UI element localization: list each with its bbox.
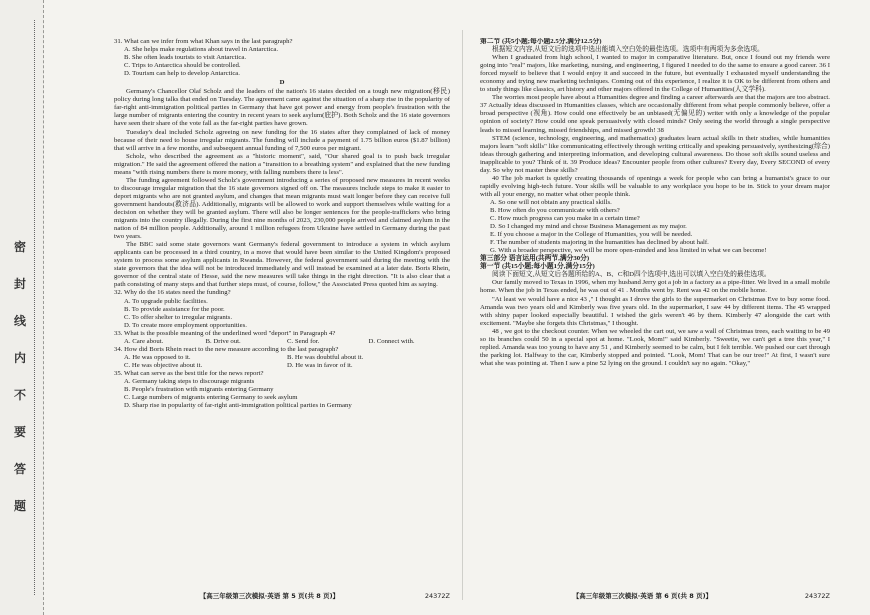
question-stem: 32. Why do the 16 states need the funding? — [114, 289, 231, 297]
answer-option: C. How much progress can you make in a certain time? — [490, 215, 640, 223]
answer-option: B. People's frustration with migrants entering Germany — [124, 386, 274, 394]
passage-paragraph: "At least we would have a nice 43 ," I thought as I drove the girls to the supermarket on Christmas Eve to buy some food. Amanda was two years old and Kimberly was five years old. In the supermarket, I saw 44 by different items. The 45 wrapped with shiny paper looked especially beautiful. I wished the girls weren't 46 by them. Kimberly 47 alongside the cart with excitement. "Maybe she forgets this Christmas," I thought. — [480, 295, 830, 327]
question-stem: 35. What can serve as the best title for the news report? — [114, 369, 264, 377]
section-heading: 第三部分 语言运用(共两节,满分30分) — [480, 255, 590, 263]
answer-option: C. Trips to Antarctica should be controlled. — [124, 62, 241, 70]
passage-paragraph: 48 , we got to the checkout counter. When we wheeled the cart out, we saw a wall of Christmas trees, each waiting to be 49 so its branches could 50 in a special spot at home. "Look, Mom!" said Kimberly. "Sweetie, we can't get a tree this year," I replied. Amanda was too young to have any 51 , and Kimberly seemed to be calm, but I felt terrible. We pushed our cart through the parking lot. Halfway to the car, Kimberly stopped and pointed. "Look, Mom! That can be our tree!" At first, I wasn't sure what she was pointing at. Then I saw a pine 52 lying on the ground. I couldn't say no again. "Okay," — [480, 327, 830, 367]
answer-option: A. She helps make regulations about travel in Antarctica. — [124, 46, 279, 54]
answer-option: D. Tourism can help to develop Antarctica. — [124, 70, 240, 78]
answer-option: G. With a broader perspective, we will be more open-minded and less limited in what we can become! — [490, 247, 767, 255]
seal-char: 线 — [13, 314, 26, 328]
page-footer-5 — [114, 590, 450, 602]
answer-option: C. Send for. — [287, 337, 320, 345]
passage-letter: D — [279, 79, 285, 87]
question-stem: 31. What can we infer from what Khan says in the last paragraph? — [114, 38, 293, 45]
answer-option: C. To offer shelter to irregular migrants. — [124, 313, 232, 321]
seal-char: 答 — [13, 462, 26, 476]
answer-option: D. To create more employment opportunities. — [124, 321, 247, 329]
answer-option: B. To provide assistance for the poor. — [124, 305, 225, 313]
answer-option: A. He was opposed to it. — [124, 353, 191, 361]
answer-option: D. Sharp rise in popularity of far-right anti-immigration political parties in Germany — [124, 402, 352, 410]
seal-char: 封 — [13, 277, 26, 291]
passage-paragraph: Tuesday's deal included Scholz agreeing on new funding for the 16 states after they complained of lack of money because of their need to house irregular migrants. The funding will include a payment of 1.75 billion euros ($1.87 billion) that will arrive in a few months, and subsequent annual funding of 7,500 euros per migrant. — [114, 128, 450, 152]
answer-option: A. To upgrade public facilities. — [124, 297, 208, 305]
answer-option: C. Large numbers of migrants entering Germany to seek asylum — [124, 394, 298, 402]
seal-char: 要 — [13, 425, 26, 439]
page-footer-6 — [480, 590, 830, 602]
page-gutter — [462, 30, 463, 600]
answer-option: D. He was in favor of it. — [287, 361, 353, 369]
answer-options-row — [114, 338, 450, 346]
passage-paragraph: The BBC said some state governors want Germany's federal government to introduce a system in which asylum applicants can be processed in a third country, in a move that would have been similar to the United Kingdom's proposed system to process some asylum applicants in Rwanda. However, the federal government said during the meeting with the state governors that the idea will not be introduced immediately and will instead be examined at a later date. Boris Rhein, governor of the central state of Hesse, said the new measures will take things in the right direction. "It is also clear that a path consisting of many steps and that further steps must, of course, follow," the Associated Press quoted him as saying. — [114, 241, 450, 289]
passage-paragraph: 根据短文内容,从短文后的选项中选出能填入空白处的最佳选项。选项中有两项为多余选项。 — [492, 46, 764, 54]
seal-char: 题 — [13, 499, 26, 513]
answer-option: B. How often do you communicate with others? — [490, 206, 620, 214]
answer-option: D. So I changed my mind and chose Business Management as my major. — [490, 223, 687, 231]
exam-page-5 — [114, 38, 450, 598]
binding-margin — [0, 0, 44, 615]
answer-option: A. So one will not obtain any practical skills. — [490, 198, 612, 206]
answer-option: A. Care about. — [124, 337, 164, 345]
passage-paragraph: STEM (science, technology, engineering, and mathematics) graduates learn actual skills in their studies, while humanities majors learn "soft skills" like communicating effectively through writing critically and speaking persuasively, synthesizing(综合) ideas through gathering and interpreting information, and developing cultural awareness. Do those soft skills sound useless and inapplicable to you? Think of it. 39 Produce ideas? Encounter people from other cultures? Every day, Every SECOND of every day. So why not master these skills? — [480, 134, 830, 174]
exam-page-6 — [480, 38, 830, 598]
answer-option: D. Connect with. — [368, 337, 415, 345]
passage-paragraph: 阅读下面短文,从短文后各题所给的A、B、C和D四个选项中,选出可以填入空白处的最佳选项。 — [492, 271, 771, 279]
question-stem: 34. How did Boris Rhein react to the new measure according to the last paragraph? — [114, 345, 339, 353]
footer-code: 24372Z — [804, 592, 830, 600]
section-heading: 第一节 (共15小题;每小题1分,满分15分) — [480, 263, 595, 271]
footer-title: 【高三年级第三次模拟·英语 第 6 页(共 8 页)】 — [572, 592, 713, 600]
answer-option: A. Germany taking steps to discourage migrants — [124, 377, 255, 385]
section-heading: 第二节 (共5小题;每小题2.5分,满分12.5分) — [480, 38, 602, 45]
answer-option: B. He was doubtful about it. — [287, 353, 364, 361]
answer-option: C. He was objective about it. — [124, 361, 203, 369]
seal-dotted-line — [34, 20, 35, 595]
passage-paragraph: Scholz, who described the agreement as a "historic moment", said, "Our shared goal is to push back irregular migration." He said the agreement offered the nation a "transition to a breathing system" and explained that the new funding means "with rising numbers there is more money, with falling numbers there is less". — [114, 152, 450, 176]
passage-paragraph: Germany's Chancellor Olaf Scholz and the leaders of the nation's 16 states decided on a tough new migration(移民) policy during long talks that ended on Tuesday. The agreement came against the situation of a sharp rise in the popularity of far-right anti-immigration political parties in Germany that have got power and energy from people's frustration with the large number of migrants entering the country in recent years to seek asylum(庇护). Both Scholz and the 16 state governors have seen their share of the vote fall as the far-right parties have grown. — [114, 88, 450, 128]
passage-paragraph: Our family moved to Texas in 1996, when my husband Jerry got a job in a factory as a pipe-fitter. We lived in a small mobile home. When the job in Texas ended, he was out of 41 . Months went by. Rent was 42 on the mobile home. — [480, 279, 830, 295]
answer-options-row — [114, 362, 450, 370]
question-stem: 33. What is the possible meaning of the underlined word "deport" in Paragraph 4? — [114, 329, 336, 337]
seal-char: 密 — [13, 240, 26, 254]
seal-char: 不 — [13, 388, 26, 402]
answer-option: E. If you choose a major in the College of Humanities, you will be needed. — [490, 231, 693, 239]
seal-notice — [10, 238, 30, 514]
passage-paragraph: When I graduated from high school, I wanted to major in comparative literature. But, once I found out my friends were going into "real" majors, like marketing, nursing, and engineering, I figured I needed to do the same to ensure a good career. 36 I forced myself to believe that I would enjoy it and succeed in the future, but eventually I exhausted myself understanding the economy and trying new marketing techniques. Coming out of this experience, I realize it is OK to be different from others and to study things like classics, art history and other majors offered in the College of Humanities(人文学科). — [480, 54, 830, 94]
footer-code: 24372Z — [424, 592, 450, 600]
answer-option: B. She often leads tourists to visit Antarctica. — [124, 54, 247, 62]
passage-paragraph: 40 The job market is quietly creating thousands of openings a week for people who can bring a humanist's grace to our rapidly evolving high-tech future. Your skills will be valuable to any workplace you hope to be in. Stick to your dream major with all your energy, no matter what other people think. — [480, 174, 830, 198]
passage-paragraph: The funding agreement followed Scholz's government introducing a series of proposed new measures in recent weeks to discourage irregular migration that the 16 state governors signed off on. The measures include steps to make it easier to deport migrants who are not granted asylum, and changes that mean migrants must wait longer before they can receive full government handouts(救济品). Additionally, migrants will be allowed to work and support themselves while waiting for a decision on whether they will be granted asylum. There will also be longer sentences for the people-traffickers who bring migrants into the country illegally. During the first nine months of 2023, 230,000 people arrived and claimed asylum in the nation of 84 million people. Additionally, around 1 million refugees from Ukraine have settled in Germany during the past two years. — [114, 176, 450, 241]
answer-option: F. The number of students majoring in the humanities has declined by about half. — [490, 239, 709, 247]
passage-paragraph: The worries most people have about a Humanities degree and finding a career afterwards are that the majors are too abstract. 37 Actually ideas discussed in Humanities classes, which are occasionally different from what people commonly believe, offer a broad perspective (视角). How could one effectively be an unbiased(无偏见的) writer with only a knowledge of the popular opinion of society? How could one speak persuasively with closed minds? Only seeing the world through a single perspective leads to missed learning, missed friendships, and missed growth! 38 — [480, 94, 830, 134]
answer-option: B. Drive out. — [205, 337, 241, 345]
seal-char: 内 — [13, 351, 26, 365]
footer-title: 【高三年级第三次模拟·英语 第 5 页(共 8 页)】 — [199, 592, 340, 600]
answer-options-row — [114, 354, 450, 362]
